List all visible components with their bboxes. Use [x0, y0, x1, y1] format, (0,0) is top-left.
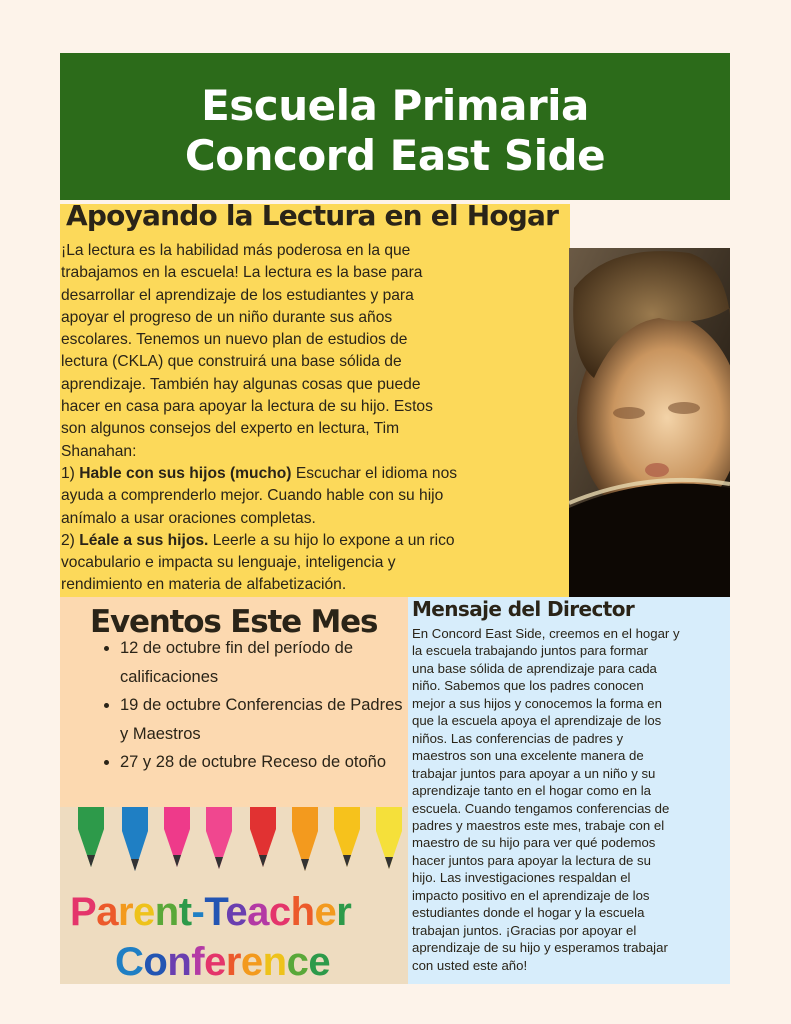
director-line: impacto positivo en el aprendizaje de los: [412, 887, 650, 903]
event-item: • 12 de octubre fin del período de calificaciones: [120, 634, 410, 691]
tip-2-line: vocabulario e impacta su lenguaje, inteligencia y: [61, 554, 396, 572]
ptc-line2: Conference: [115, 940, 331, 984]
director-line: maestros son una excelente manera de: [412, 748, 644, 764]
event-item: • 19 de octubre Conferencias de Padres y Maestros: [120, 691, 410, 748]
director-line: maestro de su hijo para ver qué podemos: [412, 835, 656, 851]
reading-line: desarrollar el aprendizaje de los estudiantes y para: [61, 286, 414, 304]
school-name-line1: Escuela Primaria: [201, 80, 589, 130]
reading-line: lectura (CKLA) que construirá una base sólida de: [61, 353, 402, 371]
child-reading-illustration: [569, 248, 730, 597]
tip-2: [61, 530, 573, 552]
director-title: Mensaje del Director: [412, 597, 635, 621]
tip-2-text: Leerle a su hijo lo expone a un rico: [208, 531, 455, 549]
event-item: • 27 y 28 de octubre Receso de otoño: [120, 748, 410, 777]
tip-1-line: ayuda a comprenderlo mejor. Cuando hable con su hijo: [61, 487, 444, 505]
reading-line: hacer en casa para apoyar la lectura de su hijo. Estos: [61, 398, 433, 416]
director-line: trabajar juntos para apoyar a un niño y su: [412, 765, 656, 781]
director-line: padres y maestros este mes, trabaje con el: [412, 817, 665, 833]
director-line: mejor a sus hijos y conocemos la forma en: [412, 695, 662, 711]
reading-line: ¡La lectura es la habilidad más poderosa en la que: [61, 242, 411, 259]
reading-line: trabajamos en la escuela! La lectura es la base para: [61, 264, 423, 282]
tip-1-line: anímalo a usar oraciones completas.: [61, 509, 316, 527]
director-line: que la escuela apoya el aprendizaje de los: [412, 713, 662, 729]
director-line: escuela. Cuando tengamos conferencias de: [412, 800, 670, 816]
director-line: trabajan juntos. ¡Gracias por apoyar el: [412, 922, 637, 938]
reading-line: aprendizaje. También hay algunas cosas que puede: [61, 375, 421, 393]
reading-line: escolares. Tenemos un nuevo plan de estudios de: [61, 331, 408, 349]
director-line: aprendizaje tanto en el hogar como en la: [412, 783, 652, 799]
events-list: [100, 634, 410, 777]
ptc-line1: Parent-Teacher: [70, 890, 352, 934]
director-line: En Concord East Side, creemos en el hogar y: [412, 626, 680, 641]
director-line: una base sólida de aprendizaje para cada: [412, 660, 657, 676]
director-line: con usted este año!: [412, 957, 528, 973]
colored-pencils-illustration: [60, 807, 408, 984]
director-line: hacer juntos para apoyar la lectura de su: [412, 852, 651, 868]
director-line: estudiantes donde el hogar y la escuela: [412, 905, 645, 921]
tip-1-number: 1): [61, 464, 75, 482]
tip-2-line: rendimiento en materia de alfabetización.: [61, 576, 347, 594]
child-reading-photo: [569, 248, 730, 597]
tip-2-number: 2): [61, 531, 75, 549]
parent-teacher-conference-graphic: [60, 807, 408, 984]
director-line: hijo. Las investigaciones respaldan el: [412, 870, 631, 886]
tip-1-text: Escuchar el idioma nos: [291, 464, 458, 482]
tip-1-heading: Hable con sus hijos (mucho): [79, 464, 292, 482]
reading-section-body: [61, 240, 573, 597]
reading-line: apoyar el progreso de un niño durante sus años: [61, 308, 393, 326]
reading-line: son algunos consejos del experto en lectura, Tim: [61, 420, 400, 438]
reading-line: Shanahan:: [61, 442, 137, 460]
school-name-line2: Concord East Side: [184, 130, 606, 180]
tip-2-heading: Léale a sus hijos.: [79, 531, 209, 549]
tip-1: [61, 463, 573, 485]
director-line: la escuela trabajando juntos para formar: [412, 643, 649, 659]
director-line: aprendizaje de su hijo y esperamos trabajar: [412, 940, 668, 956]
reading-section-title: Apoyando la Lectura en el Hogar: [66, 199, 559, 232]
director-line: niño. Sabemos que los padres conocen: [412, 678, 644, 694]
events-title: Eventos Este Mes: [90, 604, 378, 640]
newsletter-header: [60, 53, 730, 200]
director-message: [412, 625, 734, 974]
director-line: niños. Las conferencias de padres y: [412, 730, 624, 746]
